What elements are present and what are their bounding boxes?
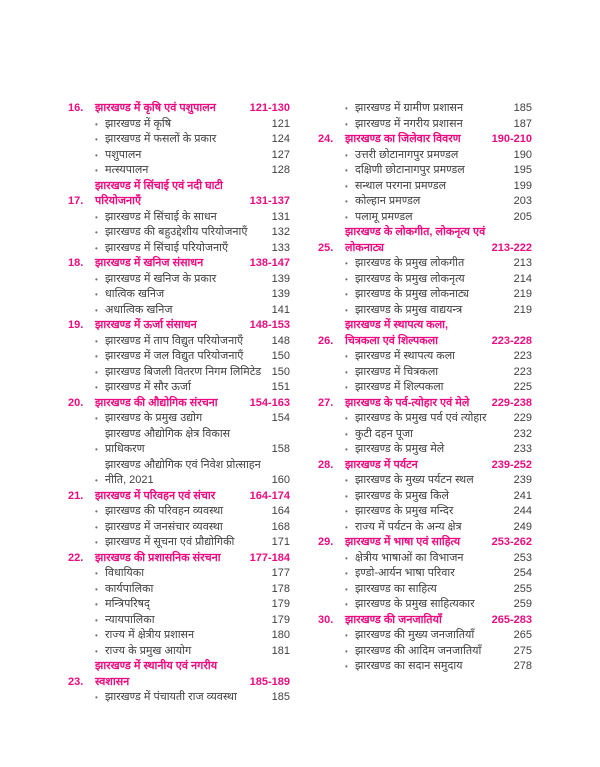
chapter-title: झारखण्ड में सिंचाई एवं नदी घाटी परियोजनाएँ: [95, 179, 223, 207]
sub-page-number: 128: [271, 164, 290, 176]
chapter-number: 24.: [318, 133, 334, 145]
chapter-title: झारखण्ड में खनिज संसाधन: [95, 257, 204, 269]
toc-chapter-row: [68, 396, 290, 412]
chapter-number: 22.: [68, 551, 84, 564]
bullet-icon: •: [345, 305, 348, 315]
sub-page-number: 121: [271, 117, 290, 130]
toc-sub-row: [318, 489, 532, 505]
chapter-page-range: 213-222: [491, 241, 532, 254]
sub-title: कोल्हान प्रमण्डल: [355, 195, 421, 207]
sub-title: झारखण्ड बिजली वितरण निगम लिमिटेड: [105, 365, 262, 378]
sub-title: अधात्विक खनिज: [105, 303, 173, 316]
toc-sub-row: [68, 163, 290, 179]
toc-sub-row: [318, 148, 532, 164]
chapter-title: झारखण्ड की जनजातियाँ: [345, 613, 442, 626]
sub-title: झारखण्ड में फसलों के प्रकार: [105, 133, 217, 145]
sub-title: झारखण्ड में स्थापत्य कला: [355, 350, 456, 362]
sub-page-number: 213: [513, 257, 532, 269]
bullet-icon: •: [345, 662, 348, 671]
sub-title: झारखण्ड के प्रमुख लोकनाट्य: [355, 288, 470, 300]
sub-title: झारखण्ड के प्रमुख साहित्यकार: [355, 598, 475, 610]
chapter-number: 21.: [68, 489, 84, 502]
bullet-icon: •: [95, 383, 98, 392]
chapter-title: झारखण्ड की औद्योगिक संरचना: [95, 396, 218, 409]
toc-sub-row: [318, 427, 532, 443]
bullet-icon: •: [345, 259, 348, 268]
bullet-icon: •: [345, 212, 348, 222]
toc-sub-row: [318, 256, 532, 272]
sub-title: राज्य में क्षेत्रीय प्रशासन: [105, 629, 195, 641]
chapter-title: झारखण्ड की प्रशासनिक संरचना: [95, 551, 221, 564]
toc-sub-row: [68, 613, 290, 629]
sub-page-number: 181: [271, 644, 290, 657]
chapter-number: 28.: [318, 458, 334, 471]
toc-sub-row: [68, 690, 290, 706]
toc-sub-row: [318, 365, 532, 381]
toc-sub-row: [68, 334, 290, 350]
sub-title: झारखण्ड में कृषि: [105, 117, 172, 130]
toc-sub-row: [68, 628, 290, 644]
sub-page-number: 179: [271, 613, 290, 626]
toc-chapter-row: [318, 396, 532, 412]
bullet-icon: •: [95, 693, 98, 702]
bullet-icon: •: [95, 414, 98, 423]
toc-sub-row: [68, 582, 290, 598]
chapter-page-range: 164-174: [249, 489, 290, 502]
bullet-icon: •: [95, 538, 98, 547]
bullet-icon: •: [345, 104, 348, 113]
bullet-icon: •: [345, 181, 348, 191]
chapter-number: 23.: [68, 675, 84, 688]
chapter-page-range: 239-252: [491, 458, 532, 471]
bullet-icon: •: [95, 352, 98, 361]
bullet-icon: •: [345, 274, 348, 284]
chapter-page-range: 223-228: [491, 334, 532, 347]
toc-sub-row: [318, 117, 532, 133]
chapter-number: 29.: [318, 536, 334, 548]
sub-title: झारखण्ड औद्योगिक एवं निवेश प्रोत्साहन नीति, 2021: [105, 458, 261, 486]
toc-chapter-row: [318, 535, 532, 551]
sub-title: झारखण्ड में सिंचाई के साधन: [105, 210, 217, 223]
sub-title: झारखण्ड की परिवहन व्यवस्था: [105, 505, 224, 517]
sub-page-number: 225: [513, 381, 532, 393]
chapter-number: 16.: [68, 102, 84, 114]
bullet-icon: •: [95, 646, 98, 656]
sub-title: क्षेत्रीय भाषाओं का विभाजन: [355, 551, 464, 564]
toc-sub-row: [318, 272, 532, 288]
bullet-icon: •: [345, 150, 348, 160]
chapter-title: झारखण्ड का जिलेवार विवरण: [345, 133, 461, 145]
sub-page-number: 141: [271, 303, 290, 316]
sub-page-number: 148: [271, 334, 290, 347]
sub-page-number: 203: [513, 195, 532, 207]
sub-page-number: 190: [513, 148, 532, 161]
sub-title: झारखण्ड औद्योगिक क्षेत्र विकास प्राधिकरण: [105, 427, 231, 455]
bullet-icon: •: [95, 305, 98, 315]
chapter-number: 30.: [318, 613, 334, 626]
toc-sub-row: [68, 349, 290, 365]
bullet-icon: •: [95, 584, 98, 594]
sub-title: पलामू प्रमण्डल: [355, 210, 413, 223]
bullet-icon: •: [345, 119, 348, 129]
toc-sub-row: [68, 566, 290, 582]
sub-title: झारखण्ड के प्रमुख उद्योग: [105, 412, 203, 424]
toc-sub-row: [318, 101, 532, 117]
toc-sub-row: [318, 628, 532, 644]
sub-page-number: 127: [271, 148, 290, 161]
bullet-icon: •: [345, 507, 348, 516]
sub-page-number: 168: [271, 520, 290, 533]
sub-page-number: 223: [513, 350, 532, 362]
bullet-icon: •: [95, 631, 98, 640]
sub-title: पशुपालन: [105, 148, 142, 161]
chapter-page-range: 177-184: [249, 551, 290, 564]
bullet-icon: •: [345, 569, 348, 578]
toc-sub-row: [318, 194, 532, 210]
sub-page-number: 195: [513, 164, 532, 176]
chapter-number: 19.: [68, 319, 84, 331]
bullet-icon: •: [95, 615, 98, 625]
toc-sub-row: [318, 659, 532, 675]
toc-sub-row: [68, 504, 290, 520]
chapter-title: झारखण्ड में स्थानीय एवं नगरीय स्वशासन: [95, 660, 218, 688]
sub-title: झारखण्ड के प्रमुख मन्दिर: [355, 505, 454, 517]
sub-title: झारखण्ड में चित्रकला: [355, 365, 439, 378]
toc-sub-row: [68, 303, 290, 319]
sub-page-number: 241: [513, 489, 532, 502]
sub-page-number: 219: [513, 303, 532, 316]
bullet-icon: •: [345, 414, 348, 423]
toc-sub-row: [318, 411, 532, 427]
toc-sub-row: [68, 597, 290, 613]
bullet-icon: •: [345, 584, 348, 594]
toc-sub-row: [68, 117, 290, 133]
sub-page-number: 229: [513, 412, 532, 424]
sub-title: झारखण्ड में जल विद्युत परियोजनाएँ: [105, 350, 244, 362]
sub-title: झारखण्ड के मुख्य पर्यटन स्थल: [355, 474, 474, 486]
sub-page-number: 139: [271, 272, 290, 285]
sub-page-number: 178: [271, 582, 290, 595]
toc-sub-row: [318, 179, 532, 195]
sub-title: विधायिका: [105, 567, 145, 579]
sub-title: झारखण्ड में खनिज के प्रकार: [105, 272, 217, 285]
bullet-icon: •: [95, 290, 98, 299]
toc-chapter-row: [318, 318, 532, 349]
toc-column-right: [318, 101, 532, 706]
sub-title: झारखण्ड में पंचायती राज व्यवस्था: [105, 691, 237, 703]
sub-title: धात्विक खनिज: [105, 288, 165, 300]
sub-title: झारखण्ड की आदिम जनजातियाँ: [355, 644, 482, 657]
toc-sub-row: [318, 287, 532, 303]
bullet-icon: •: [345, 166, 348, 175]
sub-page-number: 164: [271, 505, 290, 517]
chapter-page-range: 131-137: [249, 195, 290, 207]
sub-page-number: 232: [513, 427, 532, 440]
chapter-title: झारखण्ड में परिवहन एवं संचार: [95, 489, 216, 502]
toc-sub-row: [68, 132, 290, 148]
toc-sub-row: [68, 520, 290, 536]
sub-page-number: 160: [271, 474, 290, 486]
sub-page-number: 180: [271, 629, 290, 641]
bullet-icon: •: [345, 290, 348, 299]
table-of-contents: [68, 101, 532, 706]
sub-title: झारखण्ड के प्रमुख वाद्ययन्त्र: [355, 303, 463, 316]
bullet-icon: •: [95, 243, 98, 253]
sub-title: झारखण्ड में जनसंचार व्यवस्था: [105, 520, 223, 533]
sub-title: झारखण्ड के प्रमुख लोकगीत: [355, 257, 465, 269]
sub-title: मत्स्यपालन: [105, 164, 149, 176]
sub-page-number: 239: [513, 474, 532, 486]
toc-sub-row: [68, 535, 290, 551]
sub-title: झारखण्ड के प्रमुख पर्व एवं त्योहार: [355, 412, 487, 424]
toc-chapter-row: [318, 132, 532, 148]
chapter-page-range: 190-210: [491, 133, 532, 145]
toc-sub-row: [318, 380, 532, 396]
bullet-icon: •: [345, 600, 348, 609]
sub-page-number: 158: [271, 443, 290, 455]
toc-chapter-row: [318, 458, 532, 474]
sub-page-number: 154: [271, 412, 290, 424]
toc-sub-row: [68, 427, 290, 458]
toc-chapter-row: [68, 256, 290, 272]
toc-sub-row: [318, 303, 532, 319]
bullet-icon: •: [345, 631, 348, 640]
sub-title: झारखण्ड में सूचना एवं प्रौद्योगिकी: [105, 536, 235, 548]
chapter-page-range: 121-130: [249, 102, 290, 114]
chapter-title: झारखण्ड में पर्यटन: [345, 458, 418, 471]
bullet-icon: •: [95, 212, 98, 222]
chapter-page-range: 265-283: [491, 613, 532, 626]
sub-title: मन्त्रिपरिषद्: [105, 598, 150, 610]
chapter-title: झारखण्ड में कृषि एवं पशुपालन: [95, 102, 216, 114]
bullet-icon: •: [95, 166, 98, 175]
bullet-icon: •: [345, 352, 348, 361]
toc-sub-row: [318, 566, 532, 582]
toc-sub-row: [318, 520, 532, 536]
chapter-number: 27.: [318, 396, 334, 409]
toc-sub-row: [318, 210, 532, 226]
bullet-icon: •: [345, 197, 348, 206]
chapter-number: 26.: [318, 334, 334, 347]
sub-title: झारखण्ड में सिंचाई परियोजनाएँ: [105, 241, 229, 254]
sub-page-number: 255: [513, 582, 532, 595]
bullet-icon: •: [95, 274, 98, 284]
sub-page-number: 139: [271, 288, 290, 300]
toc-chapter-row: [68, 318, 290, 334]
sub-page-number: 253: [513, 551, 532, 564]
toc-sub-row: [318, 551, 532, 567]
toc-chapter-row: [318, 613, 532, 629]
bullet-icon: •: [95, 119, 98, 129]
toc-sub-row: [68, 241, 290, 257]
toc-sub-row: [68, 380, 290, 396]
sub-page-number: 265: [513, 629, 532, 641]
toc-sub-row: [68, 411, 290, 427]
chapter-title: झारखण्ड के पर्व-त्योहार एवं मेले: [345, 396, 470, 409]
chapter-title: झारखण्ड में ऊर्जा संसाधन: [95, 319, 197, 331]
chapter-page-range: 229-238: [491, 396, 532, 409]
bullet-icon: •: [345, 491, 348, 501]
toc-sub-row: [318, 163, 532, 179]
sub-title: झारखण्ड का साहित्य: [355, 582, 437, 595]
sub-page-number: 151: [271, 381, 290, 393]
chapter-number: 25.: [318, 241, 334, 254]
toc-sub-row: [318, 597, 532, 613]
sub-page-number: 133: [271, 241, 290, 254]
chapter-number: 20.: [68, 396, 84, 409]
bullet-icon: •: [95, 228, 98, 237]
toc-chapter-row: [68, 179, 290, 210]
sub-page-number: 132: [271, 226, 290, 238]
toc-chapter-row: [68, 101, 290, 117]
sub-title: कार्यपालिका: [105, 582, 154, 595]
bullet-icon: •: [345, 646, 348, 656]
toc-sub-row: [68, 287, 290, 303]
chapter-page-range: 138-147: [249, 257, 290, 269]
sub-title: झारखण्ड के प्रमुख किले: [355, 489, 449, 502]
bullet-icon: •: [95, 336, 98, 346]
toc-sub-row: [318, 349, 532, 365]
toc-sub-row: [318, 644, 532, 660]
sub-page-number: 244: [513, 505, 532, 517]
sub-page-number: 150: [271, 365, 290, 378]
toc-sub-row: [68, 272, 290, 288]
sub-page-number: 275: [513, 644, 532, 657]
sub-page-number: 171: [271, 536, 290, 548]
chapter-title: झारखण्ड के लोकगीत, लोकनृत्य एवं लोकनाट्य: [345, 226, 486, 254]
sub-title: इण्डो-आर्यन भाषा परिवार: [355, 567, 455, 579]
toc-chapter-row: [68, 489, 290, 505]
toc-sub-row: [68, 210, 290, 226]
sub-title: सन्थाल परगना प्रमण्डल: [355, 179, 447, 192]
toc-sub-row: [68, 458, 290, 489]
bullet-icon: •: [95, 522, 98, 532]
sub-title: कुटी दहन पूजा: [355, 427, 413, 440]
sub-page-number: 259: [513, 598, 532, 610]
bullet-icon: •: [95, 476, 98, 485]
sub-title: दक्षिणी छोटानागपुर प्रमण्डल: [355, 164, 465, 176]
sub-title: झारखण्ड की मुख्य जनजातियाँ: [355, 629, 475, 641]
chapter-page-range: 253-262: [491, 536, 532, 548]
toc-sub-row: [68, 644, 290, 660]
toc-sub-row: [318, 442, 532, 458]
sub-page-number: 187: [513, 117, 532, 130]
chapter-page-range: 185-189: [249, 675, 290, 688]
sub-page-number: 249: [513, 520, 532, 533]
chapter-title: झारखण्ड में स्थापत्य कला, चित्रकला एवं शिल्पकला: [345, 319, 449, 347]
sub-page-number: 199: [513, 179, 532, 192]
chapter-page-range: 154-163: [249, 396, 290, 409]
toc-sub-row: [68, 148, 290, 164]
sub-page-number: 254: [513, 567, 532, 579]
sub-title: राज्य के प्रमुख आयोग: [105, 644, 192, 657]
sub-page-number: 219: [513, 288, 532, 300]
toc-sub-row: [68, 225, 290, 241]
bullet-icon: •: [345, 383, 348, 392]
sub-title: झारखण्ड की बहुउद्देशीय परियोजनाएँ: [105, 226, 248, 238]
sub-title: उत्तरी छोटानागपुर प्रमण्डल: [355, 148, 459, 161]
sub-page-number: 205: [513, 210, 532, 223]
sub-title: झारखण्ड के प्रमुख मेले: [355, 443, 445, 455]
sub-page-number: 185: [271, 691, 290, 703]
toc-sub-row: [68, 365, 290, 381]
chapter-number: 18.: [68, 257, 84, 269]
sub-title: झारखण्ड के प्रमुख लोकनृत्य: [355, 272, 465, 285]
bullet-icon: •: [95, 507, 98, 516]
toc-chapter-row: [68, 659, 290, 690]
sub-title: झारखण्ड में ताप विद्युत परियोजनाएँ: [105, 334, 244, 347]
chapter-title: झारखण्ड में भाषा एवं साहित्य: [345, 536, 461, 548]
sub-page-number: 131: [271, 210, 290, 223]
toc-sub-row: [318, 473, 532, 489]
bullet-icon: •: [345, 367, 348, 377]
sub-page-number: 214: [513, 272, 532, 285]
sub-page-number: 233: [513, 443, 532, 455]
bullet-icon: •: [95, 600, 98, 609]
sub-page-number: 185: [513, 102, 532, 114]
sub-page-number: 150: [271, 350, 290, 362]
bullet-icon: •: [95, 135, 98, 144]
sub-title: झारखण्ड में शिल्पकला: [355, 381, 444, 393]
sub-title: न्यायपालिका: [105, 613, 155, 626]
bullet-icon: •: [95, 150, 98, 160]
toc-chapter-row: [318, 225, 532, 256]
bullet-icon: •: [95, 569, 98, 578]
toc-sub-row: [318, 504, 532, 520]
sub-title: राज्य में पर्यटन के अन्य क्षेत्र: [355, 520, 462, 533]
toc-column-left: [68, 101, 290, 706]
sub-page-number: 179: [271, 598, 290, 610]
sub-title: झारखण्ड में ग्रामीण प्रशासन: [355, 102, 464, 114]
sub-title: झारखण्ड का सदान समुदाय: [355, 660, 463, 672]
chapter-page-range: 148-153: [249, 319, 290, 331]
bullet-icon: •: [345, 429, 348, 439]
bullet-icon: •: [345, 476, 348, 485]
toc-chapter-row: [68, 551, 290, 567]
sub-title: झारखण्ड में नगरीय प्रशासन: [355, 117, 463, 130]
sub-page-number: 223: [513, 365, 532, 378]
sub-page-number: 124: [271, 133, 290, 145]
bullet-icon: •: [95, 445, 98, 454]
sub-page-number: 278: [513, 660, 532, 672]
toc-sub-row: [318, 582, 532, 598]
bullet-icon: •: [345, 553, 348, 563]
bullet-icon: •: [95, 367, 98, 377]
chapter-number: 17.: [68, 195, 84, 207]
bullet-icon: •: [345, 445, 348, 454]
bullet-icon: •: [345, 522, 348, 532]
sub-title: झारखण्ड में सौर ऊर्जा: [105, 381, 191, 393]
sub-page-number: 177: [271, 567, 290, 579]
